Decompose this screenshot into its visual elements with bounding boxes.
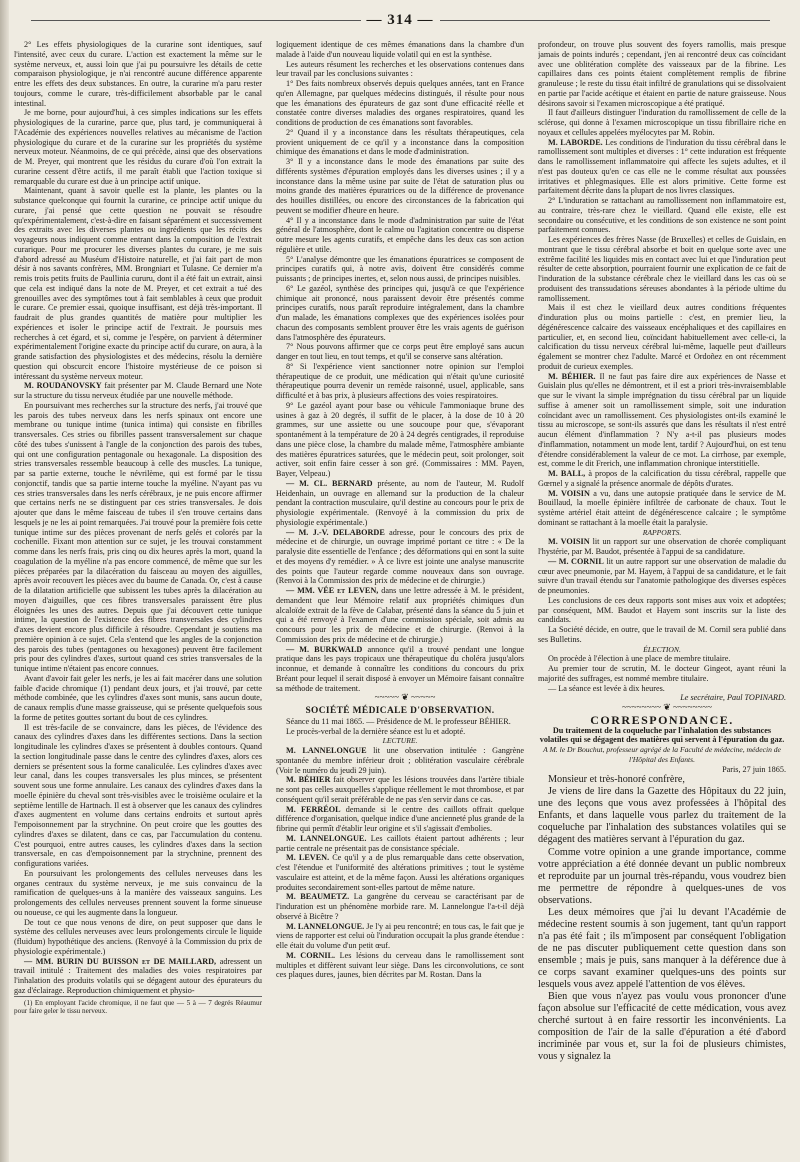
section-heading <box>276 707 524 717</box>
paragraph <box>538 625 786 645</box>
paragraph-text: adressent un travail intitulé : Traitement des maladies des voies respiratoires par l'inhalation des produits volatils qui se dégagent autour des épurateurs du gaz d'éclairage. Reproduction chimiquement et physio- <box>14 956 262 995</box>
paragraph-text: De tout ce que nous venons de dire, on peut supposer que dans le système des cellules nerveuses avec leurs prolongements circule le liquide (fluidum) hypothétique des anciens. (Renvoyé à la Commission du prix de physiologie expérimentale.) <box>14 917 262 956</box>
speaker-name: — MM. BURIN DU BUISSON et DE MAILLARD, <box>24 956 217 966</box>
paragraph-text: annonce qu'il a trouvé pendant une longue pratique dans les pays tropicaux une thérapeutique du choléra jusqu'alors inconnue, et demande à connaître les conditions du concours du prix Bréant pour lequel il serait disposé à envoyer un Mémoire faisant connaître sa méthode de traitement. <box>276 644 524 693</box>
paragraph-text: fait présenter par M. Claude Bernard une Note sur la structure du tissu nerveux étudiée par une nouvelle méthode. <box>14 381 262 400</box>
column-right <box>538 40 786 1150</box>
footnote <box>14 996 262 1016</box>
paragraph <box>276 922 524 951</box>
paragraph <box>538 372 786 470</box>
paragraph-text: (1) En employant l'acide chromique, il ne faut que — 5 à — 7 degrés Réaumur pour faire geler le tissu nerveux. <box>14 998 262 1016</box>
speaker-name: M. LANNELONGUE <box>286 746 367 755</box>
speaker-name: M. CORNIL. <box>286 950 336 960</box>
paragraph <box>538 557 786 596</box>
paragraph <box>276 834 524 854</box>
paragraph-text: Ce qu'il y a de plus remarquable dans cette observation, c'est l'étendue et l'uniformité des altérations primitives ; tout le système vasculaire est atteint, et de la même façon. Aussi les altérations organiques produites secondairement sont-elles partout de même nature. <box>276 853 524 892</box>
paragraph-text: 4° Il y a inconstance dans le mode d'administration par suite de l'état général de l'atmosphère, dont le calme ou l'agitation concentre ou disperse outre mesure les agents curatifs, et empêche dans les deux cas son action régulière et utile. <box>276 215 524 254</box>
paragraph <box>276 775 524 804</box>
paragraph-text: ÉLECTION. <box>643 644 681 654</box>
paragraph-text: 7° Nous pouvons affirmer que ce corps peut être employé sans aucun danger en tout lieu, en tout temps, et qu'il se conserve sans altération. <box>276 342 524 361</box>
paragraph <box>276 892 524 921</box>
paragraph <box>14 723 262 869</box>
paragraph-text: Mais il est chez le vieillard deux autres conditions fréquentes d'induration plus ou moins partielle : c'est, en premier lieu, la dégénérescence calcaire des vaisseaux encéphaliques et des capillaires en particulier, et, en second lieu, coïncidant habituellement avec celle-ci, la calcification du tissu nerveux cérébral lui-même, laquelle peut d'ailleurs également se montrer chez l'adulte. Marcé et Ordoñez en ont récemment produit de curieux exemples. <box>538 303 786 371</box>
paragraph <box>276 951 524 980</box>
paragraph-text: Il faut d'ailleurs distinguer l'induration du ramollissement de celle de la sclérose, qui donne à l'examen microscopique un tissu fibrillaire riche en noyaux et cellules appelées myélocytes par M. Robin. <box>538 108 786 137</box>
paragraph <box>276 216 524 255</box>
speaker-name: M. LANNELONGUE. <box>286 833 367 843</box>
paragraph <box>276 284 524 343</box>
paragraph <box>276 645 524 694</box>
paragraph <box>276 746 524 775</box>
paragraph <box>538 596 786 625</box>
paragraph <box>276 736 524 746</box>
column-middle <box>276 40 524 1150</box>
paragraph <box>538 786 786 846</box>
speaker-name: M. FERRÉOL <box>286 804 341 814</box>
paragraph <box>538 654 786 664</box>
column-left <box>14 40 262 1150</box>
speaker-name: — M. BURKWALD <box>286 644 363 654</box>
paragraph <box>538 765 786 775</box>
paragraph-text: lit une observation intitulée : Gangrène spontanée du membre inférieur droit ; oblitération vasculaire cérébrale (Voir le numéro du jeudi 29 juin). <box>276 746 524 775</box>
paragraph <box>14 674 262 723</box>
paragraph <box>538 712 786 727</box>
paragraph-text: ~~~~~~~~ ❦ ~~~~~~~~ <box>622 702 712 712</box>
paragraph-text: Il ne faut pas faire dire aux expériences de Nasse et Guislain plus qu'elles ne démontrent, et il est a priori très-invraisemblable que sur le vivant la simple imprégnation du tissu cérébral par un liquide suffise à amener soit un ramollissement simple, soit une induration coïncidant avec un ramollissement. Ces physiologistes ont-ils examiné le tissu au microscope, se sont-ils assurés que dans les résultats il n'est entré aucun élément d'inflammation ? N'y a-t-il pas plusieurs modes d'inflammation, notamment un mode lent, tardif ? Aujourd'hui, on est tenu d'étendre considérablement la valeur de ce mot. La cirrhose, par exemple, est, comme le dit Frerich, une inflammation chronique interstitielle. <box>538 371 786 469</box>
paragraph-text: Les auteurs résument les recherches et les observations contenues dans leur travail par les conclusions suivantes : <box>276 59 524 79</box>
paragraph-text: Les lésions du cerveau dans le ramollissement sont multiples et diffèrent suivant leur siège. Dans les circonvolutions, ce sont ces plaques dures, jaunes, bien décrites par M. Rostan. Dans la <box>276 950 524 980</box>
paragraph <box>276 479 524 528</box>
paragraph-text: LECTURE. <box>382 736 418 746</box>
paragraph-text: Le procès-verbal de la dernière séance est lu et adopté. <box>286 726 466 736</box>
paragraph-text: dans une lettre adressée à M. le président, demandent que leur Mémoire relatif aux propriétés chimiques d'un alcaloïde extrait de la fève de Calabar, présenté dans la séance du 5 juin et qui a été renvoyé à l'examen d'une commission spéciale, soit admis au concours pour les prix de médecine et de chirurgie. (Renvoi à la Commission des prix de médecine et de chirurgie.) <box>276 586 524 644</box>
paragraph <box>538 745 786 765</box>
speaker-name: M. ROUDANOVSKY <box>24 381 102 391</box>
paragraph <box>538 489 786 528</box>
paragraph <box>14 918 262 957</box>
paragraph-text: CORRESPONDANCE. <box>590 712 734 727</box>
speaker-name: M. BALL, <box>548 469 586 478</box>
paragraph-text: logiquement identique de ces mêmes émanations dans la chambre d'un malade à l'aide d'un nouveau liquide volatil qui en est la synthèse. <box>276 40 524 59</box>
paragraph <box>538 907 786 991</box>
paragraph-text: fait observer que les lésions trouvées dans l'artère tibiale ne sont pas celles auxquelles s'applique réellement le mot thrombose, et par conséquent qu'il serait préférable de ne pas s'en servir dans ce cas. <box>276 775 524 804</box>
paragraph <box>538 196 786 235</box>
paragraph-text: Bien que vous n'ayez pas voulu vous prononcer d'une façon absolue sur l'efficacité de cette médication, vous avez cherché surtout à en faire ressortir les inconvénients. La composition de l'air de la salle d'épuration a été d'abord incriminée par vous et, sur la foi de plusieurs chimistes, vous y signalez la <box>538 991 786 1063</box>
paragraph-text: Les deux mémoires que j'ai lu devant l'Académie de médecine restent soumis à son jugement, tant qu'un rapport n'a pas été fait ; ils m'imposent par conséquent l'obligation de ne pas discuter publiquement cette question dans son ensemble ; mais je puis, sans manquer à la déférence due à ce corps savant examiner quelques-uns des points sur lesquels vous avez appelé l'attention de vos élèves. <box>538 906 786 991</box>
paragraph-text: a vu, dans une autopsie pratiquée dans le service de M. Bouillaud, la moelle épinière infiltrée de carbonate de chaux. Tout le système artériel était atteint de dégénérescence calcaire ; le symptôme dominant se rattachant à la moelle était la paralysie. <box>538 488 786 527</box>
paragraph-text: Je viens de lire dans la Gazette des Hôpitaux du 22 juin, une des leçons que vous avez professées à l'hôpital des Enfants, et dans laquelle vous parlez du traitement de la coqueluche par l'inhalation des substances volatiles qui se dégagent des matières servant à l'épuration du gaz. <box>538 786 786 846</box>
paragraph-text: 1° Des faits nombreux observés depuis quelques années, tant en France qu'en Allemagne, par quelques médecins distingués, il résulte pour nous que les émanations des épurateurs de gaz sont d'une efficacité réelle et constatée contre diverses maladies des organes respiratoires, quand les conditions de production de ces émanations sont favorables. <box>276 79 524 127</box>
paragraph <box>276 805 524 834</box>
paragraph <box>538 108 786 137</box>
paragraph <box>276 342 524 362</box>
paragraph <box>538 726 786 746</box>
paragraph <box>538 40 786 108</box>
paragraph <box>276 128 524 157</box>
paragraph-text: La Société décide, en outre, que le travail de M. Cornil sera publié dans ses Bulletins. <box>538 625 786 644</box>
paragraph-text: 5° L'analyse démontre que les émanations épuratrices se composent de principes curatifs qui, à notre avis, doivent être considérés comme puissants ; de principes inertes, et, selon nous aussi, de principes nuisibles. <box>276 254 524 283</box>
speaker-name: M. BÉHIER <box>286 775 331 785</box>
paragraph <box>538 537 786 557</box>
speaker-name: — M. CL. BERNARD <box>286 478 373 488</box>
paragraph-text: Au premier tour de scrutin, M. le docteur Gingeot, ayant réuni la majorité des suffrages, est nommé membre titulaire. <box>538 664 786 683</box>
paragraph <box>538 991 786 1063</box>
paragraph-text: Il est très-facile de se convaincre, dans les pièces, de l'évidence des canaux des cylindres d'axes dans les différentes sections. Dans la section longitudinale les cylindres d'axes se présentent à doubles contours. Quand la section longitudinale passe dans le centre des cylindres d'axes, alors ces derniers se présentent sous la forme canaliculée. Les cylindres d'axes avec leur canal, dans les coupes transversales les plus minces, se présentent souvent sous une forme annulaire. Les canaux des cylindres d'axes dans la moelle épinière du cheval sont très-visibles avec le troisième oculaire et la septième lentille de Hartnach. Il est à observer que les canaux des cylindres d'axes augmentent en volume dans certains endroits et surtout après l'empoisonnement par la strychnine. On peut croire que les gouttes des cylindres d'axes se dilatent, dans ce cas, par l'accumulation du contenu. C'est pourquoi, entre autres causes, les cylindres d'axes dans la section transversale, en cas d'empoisonnement par la strychnine, prennent des configurations variées. <box>14 722 262 868</box>
paragraph <box>538 684 786 694</box>
page-number: — 314 — <box>0 12 800 29</box>
paragraph <box>276 401 524 479</box>
paragraph-text: Les conditions de l'induration du tissu cérébral dans le ramollissement sont multiples et diverses : 1° cette induration est fréquente dans le ramollissement inflammatoire qui affecte les sujets adultes, et il n'est pas douteux qu'en ce cas elle ne le comme résultat aux poussées irritatives et phlegmasiques. Elle est alors primitive. Cette forme est parfaitement décrite dans la plupart de nos livres classiques. <box>538 137 786 196</box>
binding-shadow <box>0 0 9 1162</box>
speaker-name: M. BÉHIER. <box>548 371 596 381</box>
paragraph-text: Je l'y ai peu rencontré; en tous cas, le fait que je viens de rapporter est celui où l'induration occupait la plus grande étendue : elle était du volume d'un petit œuf. <box>276 921 524 950</box>
paragraph <box>276 853 524 892</box>
paragraph <box>538 469 786 489</box>
speaker-name: M. VOISIN <box>548 488 590 498</box>
paragraph <box>276 40 524 60</box>
paragraph <box>14 401 262 674</box>
paragraph-text: La gangrène du cerveau se caractérisant par de l'induration est un phénomène morbide rare. M. Lannelongue l'a-t-il déjà observé à Bicêtre ? <box>276 892 524 921</box>
paragraph-text: Séance du 11 mai 1865. — Présidence de M. le professeur BÉHIER. <box>286 716 511 726</box>
paragraph <box>14 108 262 186</box>
paragraph-text: lit un rapport sur une observation de chorée compliquant l'hystérie, par M. Baudot, présentée à l'appui de sa candidature. <box>538 537 786 556</box>
paragraph <box>276 717 524 727</box>
paragraph <box>276 693 524 703</box>
paragraph <box>538 303 786 371</box>
paragraph-text: 2° Quand il y a inconstance dans les résultats thérapeutiques, cela provient uniquement de ce qu'il y a inconstance dans la composition chimique des émanations et dans le mode d'administration. <box>276 127 524 157</box>
paragraph-text: Monsieur et très-honoré confrère, <box>548 774 685 786</box>
paragraph-text: 2° Les effets physiologiques de la curarine sont identiques, sauf l'intensité, avec ceux du curare. L'action est exactement la même sur le système nerveux, et, aussi loin que j'ai pu poursuivre les détails de cette comparaison physiologique, je n'ai rencontré aucune différence apparente entre les effets des deux substances. En outre, la curarine m'a paru rester toujours, comme le curare, très-difficilement absorbable par le canal intestinal. <box>14 40 262 108</box>
paragraph <box>538 235 786 303</box>
speaker-name: M. VOISIN <box>548 537 590 547</box>
paragraph-text: Le secrétaire, Paul TOPINARD. <box>680 693 786 703</box>
paragraph-text: Les expériences des frères Nasse (de Bruxelles) et celles de Guislain, en montrant que le tissu cérébral absorbe et boit en quelque sorte avec une extrême facilité les liquides mis en contact avec lui et que l'induration peut résulter de cette absorption, pourraient fournir une explication de ce fait de l'induration de la substance cérébrale chez le vieillard dans les cas où se produisent des transsudations séreuses abondantes à la période ultime du ramollissement. <box>538 235 786 303</box>
paragraph-text: Comme votre opinion a une grande importance, comme votre appréciation a été donnée devant un public nombreux et reproduite par un journal très-répandu, vous voudrez bien me permettre de répondre à quelques-unes de vos observations. <box>538 846 786 906</box>
paragraph <box>14 869 262 918</box>
paragraph <box>276 60 524 80</box>
paragraph <box>276 362 524 401</box>
paragraph <box>14 40 262 108</box>
paragraph-text: En poursuivant les prolongements des cellules nerveuses dans les organes centraux du système nerveux, je me suis convaincu de la ramification de quelques-uns à la manière des vaisseaux sanguins. Les prolongements des cellules nerveuses prennent souvent la forme sinueuse ou noueuse, ce qui les augmente dans la longueur. <box>14 868 262 917</box>
speaker-name: — M. J.-V. DELABORDE <box>286 527 385 537</box>
paragraph-text: — La séance est levée à dix heures. <box>548 683 665 693</box>
paragraph <box>276 528 524 587</box>
paragraph <box>538 528 786 538</box>
paragraph-text: Les caillots étaient partout adhérents ; leur partie centrale ne présentait pas de consistance spéciale. <box>276 833 524 853</box>
paragraph-text: 8° Si l'expérience vient sanctionner notre opinion sur l'emploi thérapeutique de ce produit, une médication qui n'était qu'une curiosité thérapeutique pourra devenir un remède raisonné, usuel, applicable, sans difficulté et à bas prix, à plusieurs affections des voies respiratoires. <box>276 361 524 400</box>
paragraph <box>14 186 262 381</box>
paragraph-text: Maintenant, quant à savoir quelle est la plante, les plantes ou la substance quelconque qui fournit la curarine, ce principe actif unique du curare, j'ai pensé que cette question ne pouvait se résoudre qu'expérimentalement, c'est-à-dire en faisant séparément et successivement des extraits avec les diverses plantes ou ingrédients que les récits des voyageurs nous indiquent comme entrant dans la composition de l'extrait curarique. Pour me procurer les diverses plantes du curare, je me suis d'abord adressé au Muséum d'Histoire naturelle, et j'ai fait part de mon désir à nos savants confrères, MM. Brongniart et Tulasne. Ce dernier m'a remis trois petits fruits de Paullinia cururu, dont il a été fait un extrait, ainsi que cela est indiqué dans la note de M. Preyer, et cet extrait a tué des grenouilles avec des symptômes tout à fait semblables à ceux que produit le curare. Ce premier essai, quoique insuffisant, est déjà très-important. Il faudrait de plus grandes quantités de matière pour multiplier les expériences et isoler le principe actif de l'extrait. Je poursuis mes recherches à cet égard, et si, comme je l'espère, on parvient à déterminer expérimentalement l'origine exacte du principe actif du curare, on aura, à la grande satisfaction des physiologistes et des médecins, résolu la dernière question qui obscurcit encore l'histoire mystérieuse de ce poison si intéressant du système nerveux moteur. <box>14 186 262 381</box>
paragraph-text: SOCIÉTÉ MÉDICALE D'OBSERVATION. <box>305 706 495 716</box>
paragraph-text: Avant d'avoir fait geler les nerfs, je les ai fait macérer dans une solution faible d'acide chromique (1) pendant deux jours, et j'ai trouvé, par cette méthode combinée, que les cylindres d'axes sont munis, sans aucun doute, de canaux remplis d'une masse graisseuse, qui se présente quelquefois sous la forme de petites gouttes sortant du bout de ces cylindres. <box>14 673 262 722</box>
speaker-name: M. BEAUMETZ. <box>286 892 350 902</box>
paragraph <box>538 664 786 684</box>
paragraph-text: Les conclusions de ces deux rapports sont mises aux voix et adoptées; par conséquent, MM. Baudot et Hayem sont inscrits sur la liste des candidats. <box>538 595 786 625</box>
paragraph-text: demande si le centre des caillots offrait quelque différence d'organisation, quelque indice d'une ancienneté plus grande de la fibrine qui permît d'établir leur origine et s'il s'agissait d'embolies. <box>276 804 524 833</box>
paragraph-text: à propos de la calcification du tissu cérébral, rappelle que Gœrnel y a signalé la présence anormale de dépôts d'urates. <box>538 469 786 488</box>
paragraph <box>538 774 786 786</box>
paragraph <box>14 957 262 996</box>
paragraph <box>276 586 524 645</box>
paragraph-text: On procède à l'élection à une place de membre titulaire. <box>548 654 731 664</box>
paragraph <box>538 847 786 907</box>
paragraph-text: Paris, 27 juin 1865. <box>722 764 786 774</box>
paragraph <box>538 645 786 655</box>
paragraph-text: ~~~~~ ❦ ~~~~~ <box>374 692 436 703</box>
paragraph <box>276 727 524 737</box>
speaker-name: — MM. VÉE et LEVEN, <box>286 586 379 595</box>
speaker-name: — M. CORNIL <box>548 556 604 566</box>
paragraph <box>538 138 786 197</box>
paragraph <box>14 381 262 401</box>
speaker-name: M. LEVEN. <box>286 853 330 863</box>
paragraph-text: 2° L'induration se rattachant au ramollissement non inflammatoire est, au contraire, très-rare chez le vieillard. Quand elle existe, elle est secondaire ou consécutive, et les conditions de son existence ne sont point parfaitement connues. <box>538 196 786 235</box>
paragraph-text: lit un autre rapport sur une observation de maladie du cœur avec pneumonie, par M. Hayem, à l'appui de sa candidature, et le fait suivre d'un travail étendu sur l'anatomie pathologique des diverses espèces de pneumonies. <box>538 556 786 595</box>
paragraph <box>276 79 524 128</box>
paragraph-text: Du traitement de la coqueluche par l'inhalation des substances volatiles qui se dégagent des matières qui servent à l'épuration du gaz. <box>539 725 785 745</box>
paragraph-text: 6° Le gazéol, synthèse des principes qui, jusqu'à ce que l'expérience chimique ait prononcé, nous paraissent devoir être présentés comme principes curatifs, nous paraît reproduire intégralement, dans la chambre d'un malade, les émanations complexes que des expériences isolées pour chacun des composants semblent prouver être les vrais agents de guérison dans l'atmosphère des épurateurs. <box>276 283 524 342</box>
paragraph-text: adresse, pour le concours des prix de médecine et de chirurgie, un ouvrage imprimé portant ce titre : « De la paralysie dite essentielle de l'enfance ; des déformations qui en sont la suite et des moyens d'y remédier. » À ce livre est jointe une analyse manuscrite des points que l'auteur regarde comme nouveaux dans son ouvrage. (Renvoi à la Commission des prix de médecine et de chirurgie.) <box>276 527 524 586</box>
paragraph <box>538 703 786 713</box>
paragraph-text: profondeur, on trouve plus souvent des foyers ramollis, mais presque jamais de points indurés ; cependant, j'en ai rencontré deux cas coïncidant avec une oblitération complète des vaisseaux par de la fibrine. Les capillaires dans ces points étaient complètement remplis de fibrine granuleuse ; le reste du tissu était infiltré de granulations qui se dissolvaient en partie par l'acide acétique et étaient en partie de nature graisseuse. Nous désirons savoir si l'examen microscopique a été pratiqué. <box>538 40 786 108</box>
paragraph-text: présente, au nom de l'auteur, M. Rudolf Heidenhain, un ouvrage en allemand sur la production de la chaleur pendant la contraction musculaire, qu'il destine au concours pour le prix de physiologie expérimentale. (Renvoyé à la commission du prix de physiologie expérimentale.) <box>276 478 524 527</box>
paragraph <box>276 157 524 216</box>
speaker-name: M. LANNELONGUE. <box>286 921 365 931</box>
paragraph-text: En poursuivant mes recherches sur la structure des nerfs, j'ai trouvé que les parois des tubes nerveux dans les nerfs spinaux ont encore une membrane ou tunique intime (tunica intima) qui consiste en fibrilles transversales. Ces stries ou fibrilles passent transversalement sur chaque côté des tubes s'unissent à l'angle de la conjonction des parois des tubes, qui ont une configuration pentagonale ou hexagonale. La disposition des stries transversales ressemble beaucoup à celle des muscles. La tunique, par sa partie externe, touche le névrilème, qui est formé par le tissu conjonctif, tandis que sa partie interne touche la myéline. N'ayant pas vu ces stries transversales dans les nerfs cérébraux, je ne puis encore affirmer que certains nerfs ne se distinguent par ces stries transversales. Je dois ajouter que dans le même faisceau de tubes il s'en trouve certains dans lesquels je ne les ai point remarquées. J'ai trouvé pour la première fois cette tunique intime sur des pièces provenant de nerfs gelés et colorés par la cochenille. Fixant mon attention sur ce sujet, je les trouvai constamment comme dans les nerfs frais, pris cinq ou dix heures après la mort, quand la coagulation de la myéline n'a pas encore commencé, de même que sur les pièces préparées par la dilacération du faisceau au moyen des aiguilles, après avoir recouvert les pièces avec du baume de Canada. Or, c'est à cause de la dilatation artificielle que subissent les tubes après la dilacération au moyen d'aiguilles, que ces fibres transversales paraissent être plus éloignées les unes des autres. Depuis que j'ai découvert cette tunique intime, la question de l'existence des fibres transversales des cylindres d'axes devient encore plus difficile à résoudre. Cependant je soutiens ma première opinion à ce sujet. Cela s'entend que les angles de la conjonction des parois des tubes (pentagones ou hexagones) peuvent être facilement pris pour des cylindres d'axes, surtout quand ces stries transversales de la tunique intime n'étaient pas encore connues. <box>14 400 262 673</box>
paragraph-text: Je me borne, pour aujourd'hui, à ces simples indications sur les effets physiologiques de la curarine, parce que, plus tard, je communiquerai à l'Académie des expériences nouvelles relatives au mécanisme de l'action physiologique du curare et de la curarine sur les propriétés du système nerveux moteur. Néanmoins, de ce qui précède, ainsi que des observations de M. Preyer, qui montrent que les résidus du curare d'où l'on extrait la curarine cessent d'être actifs, il me paraît établi que l'action toxique si remarquable du curare est due à un principe actif unique. <box>14 108 262 186</box>
paragraph <box>276 255 524 284</box>
paragraph-text: 3° Il y a inconstance dans le mode des émanations par suite des différents systèmes d'épuration employés dans les diverses usines ; il y a inconstance dans la même usine par suite de l'état de saturation plus ou moins grande des matières épuratrices ou de la différence de provenance des houilles distillées, ou encore des circonstances de la fabrication qui peuvent se modifier d'heure en heure. <box>276 157 524 215</box>
paragraph-text: 9° Le gazéol ayant pour base ou véhicule l'ammoniaque brune des usines à gaz à 20 degrés, il suffit de le placer, à la dose de 10 à 20 grammes, sur une assiette ou une soucoupe pour que, s'évaporant spontanément à la température de 20 à 24 degrés centigrades, il reproduise dans une pièce close, la chambre du malade même, l'atmosphère ambiante des matières épuratrices saturées, que le médecin peut, soit prolonger, soit activer, soit enfin faire cesser à son gré. (Commissaires : MM. Payen, Bayer, Velpeau.) <box>276 400 524 478</box>
speaker-name: M. LABORDE. <box>548 137 603 147</box>
paragraph-text: A M. le Dr Bouchut, professeur agrégé de la Faculté de médecine, médecin de l'Hôpital des Enfants. <box>543 745 781 764</box>
paragraph-text: RAPPORTS. <box>642 527 682 537</box>
